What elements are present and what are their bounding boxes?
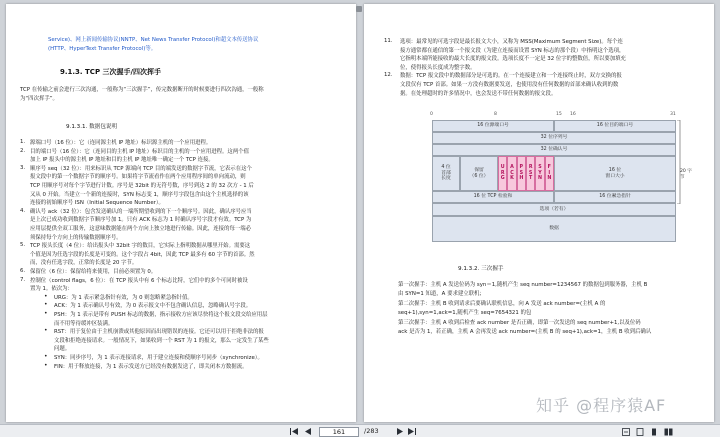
- source-port-cell: 16 位源端口号: [432, 120, 554, 132]
- reserved-cell: [460, 156, 498, 191]
- page-number-input[interactable]: [319, 427, 359, 437]
- flag-text: PSH：为 1 表示是带有 PUSH 标志的数据，指示接收方应该尽快将这个报文段交给应用层: [54, 312, 268, 318]
- window-size-cell: [554, 156, 676, 191]
- list-item-text: 源端口号（16 位）：它（连同源主机 IP 地址）标识源主机的一个应用进程。: [30, 140, 212, 146]
- flag-text: FIN：用于释放连接，为 1 表示发送方已经没有数据发送了，即关闭本方数据流。: [54, 363, 248, 370]
- flag-text: SYN：同步序号，为 1 表示连接请求，用于建立连接和使顺序号同步（synchronize）。: [54, 355, 263, 361]
- list-number: 12.: [384, 72, 393, 79]
- subsection-heading: 9.1.3.1. 数据包说明: [66, 124, 118, 130]
- intro-line-2: (HTTP、HyperText Transfer Protocol)等。: [48, 46, 157, 52]
- flag-letter: N: [547, 176, 552, 182]
- flag-cell: [498, 156, 507, 191]
- para-line-1: TCP 在传输之前会进行三次沟通，一般称为“三次握手”，传完数据断开的时候要进行四次沟通，一般称: [20, 87, 264, 93]
- flag-letter: S: [519, 170, 524, 176]
- data-cell: 数据: [432, 216, 676, 242]
- bullet-icon: •: [44, 301, 48, 309]
- list-item-text: 保留位（6 位）：保留给将来使用，目前必须置为 0。: [30, 269, 157, 275]
- list-number: 6.: [20, 268, 26, 274]
- list-item-text: 连接的初始顺序号 ISN（Initial Sequence Number）。: [30, 200, 164, 207]
- handshake-text: 第三次握手：主机 A 收到后检查 ack number 是否正确，即第一次发送的 seq number+1,以及位码: [398, 320, 641, 327]
- list-item-text: 选项：最常见的可选字段是最长报文大小，又称为 MSS(Maximum Segment Size)。每个连: [400, 39, 623, 45]
- single-page-icon[interactable]: [649, 427, 659, 436]
- handshake-text: 第一次握手：主机 A 发送位码为 syn＝1,随机产生 seq number=1234567 的数据包到服务器，主机 B: [398, 282, 648, 288]
- two-page-icon[interactable]: [663, 427, 673, 436]
- handshake-text: seq+1),syn=1,ack=1,随机产生 seq=7654321 的包: [398, 309, 532, 316]
- reserved-line-2: （6 位）: [469, 173, 489, 179]
- sequence-number-cell: 32 位序列号: [432, 132, 676, 144]
- bullet-icon: •: [44, 292, 48, 300]
- flag-text: 文段和拒绝连接请求。一般情况下，如果收到一个 RST 为 1 的报文，那么一定发生了某些: [54, 337, 269, 344]
- destination-port-cell: 16 位目的端口号: [554, 120, 676, 132]
- list-item-text: 顺序号 seq（32 位）：用来标识从 TCP 源端向 TCP 目的端发送的数据字节流，它表示在这个: [30, 165, 252, 172]
- reserved-line-1: 保留: [474, 167, 484, 173]
- flag-text: RST：用于复位由于主机崩溃或其他原因而出现错误的连接。它还可以用于拒绝非法的报: [54, 329, 264, 336]
- ack-number-cell: 32 位确认号: [432, 144, 676, 156]
- tick-0: 0: [430, 112, 433, 117]
- flag-letter: A: [510, 164, 514, 170]
- flag-letter: R: [500, 170, 505, 176]
- bullet-icon: •: [44, 353, 48, 360]
- flag-text: URG：为 1 表示紧急指针有效，为 0 则忽略紧急指针值。: [54, 294, 193, 301]
- list-item-text: 据。在处理超时的许多情况中，也会发送不带任何数据的报文段。: [400, 90, 557, 97]
- list-number: 3.: [20, 164, 26, 171]
- flag-cell: [517, 156, 526, 191]
- pdf-page-right: [364, 4, 714, 422]
- tcp-header-diagram: [432, 112, 696, 246]
- list-item-text: 又从 0 开始。当建立一个新的连接时，SYN 标志变 1，顺序号字段包含由这个主机选择的该: [30, 191, 249, 198]
- header-length-cell: [432, 156, 460, 191]
- flag-letter: S: [538, 164, 542, 170]
- list-item-text: 接方通常都在通信的第一个报文段（为建立连接而设置 SYN 标志的那个段）中指明这个选项，: [400, 47, 625, 54]
- flag-letter: U: [500, 164, 505, 170]
- tick-8: 8: [494, 112, 497, 117]
- flag-letter: K: [510, 176, 514, 182]
- list-item-text: TCP 报头长度（4 位）：给出报头中 32bit 字的数目，它实际上指明数据从哪里开始。需要这: [30, 243, 251, 250]
- para-line-2: 为“四次挥手”。: [20, 96, 58, 102]
- list-item-text: 是上次已成功收到数据字节顺序号加 1。只有 ACK 标志为 1 时确认序号字段才有效。TCP 为: [30, 217, 252, 224]
- intro-line-1: Service)、网上新闻传输协议(NNTP、Net News Transfer Protocol)和超文本传送协议: [48, 37, 259, 43]
- section-heading: 9.1.3. TCP 三次握手/四次挥手: [60, 68, 162, 76]
- flag-letter: R: [528, 164, 533, 170]
- list-item-text: 个值是因为任选字段的长度是可变的。这个字段占 4bit，因此 TCP 最多有 60 字节的首部。然: [30, 251, 255, 258]
- list-item-text: TCP 用顺序号对每个字节进行计数。序号是 32bit 的无符号数，序号到达 2 的 32 次方 - 1 后: [30, 183, 254, 189]
- flag-letter: H: [519, 176, 524, 182]
- fit-page-icon[interactable]: [635, 427, 645, 436]
- list-item-text: 控制位（control flags，6 位）：在 TCP 报头中有 6 个标志比特，它们中的多个可同时被设: [30, 277, 248, 284]
- handshake-subsection: 9.1.3.2. 三次握手: [458, 266, 504, 272]
- list-item-text: 应用层提供全双工服务，这意味数据能在两个方向上独立地进行传输。因此，连接的每一端必: [30, 226, 252, 232]
- flag-cell: [526, 156, 535, 191]
- list-item-text: 加上 IP 报头中的源主机 IP 地址和目的主机 IP 地址唯一确定一个 TCP 连接。: [30, 157, 214, 164]
- flag-text: ACK：为 1 表示确认号有效，为 0 表示报文中不包含确认信息，忽略确认号字段。: [54, 303, 252, 310]
- fit-width-icon[interactable]: [621, 427, 631, 436]
- flag-letter: T: [529, 176, 533, 182]
- list-item-text: 须保持每个方向上的传输数据顺序号。: [30, 234, 122, 241]
- header-length-line-3: 长度: [441, 176, 451, 182]
- list-number: 1.: [20, 139, 26, 145]
- next-page-icon[interactable]: [395, 427, 405, 436]
- window-line-2: 窗口大小: [605, 173, 625, 179]
- list-item-text: 报文段中的第一个数据字节的顺序号。如果将字节流看作在两个应用程序间的单向流动，则: [30, 174, 246, 181]
- options-cell: 选项（若有）: [432, 203, 676, 216]
- list-number: 7.: [20, 276, 26, 283]
- list-number: 11.: [384, 38, 393, 44]
- list-item-text: 它指明本端所能接收的最大长度的报文段。选项长度不一定是 32 位字的整数倍，所以要加填充: [400, 56, 626, 63]
- urgent-pointer-cell: 16 位紧急指针: [554, 191, 676, 203]
- list-item-text: 文段仅有 TCP 首部。如果一方没有数据要发送，也使用没有任何数据的首部来确认收到的数: [400, 82, 619, 88]
- pdf-page-left: [6, 4, 356, 422]
- tick-15: 15: [556, 112, 562, 117]
- list-number: 5.: [20, 242, 26, 249]
- flag-letter: S: [528, 170, 533, 176]
- flag-cell: [535, 156, 544, 191]
- flag-cell: [507, 156, 516, 191]
- list-item-text: 目的端口号（16 位）：它（连同目的主机 IP 地址）标识目的主机的一个应用进程。这两个值: [30, 148, 249, 155]
- flag-cell: [545, 156, 554, 191]
- header-length-line-1: 4 位: [441, 164, 451, 170]
- window-line-1: 16 位: [608, 167, 622, 173]
- brace-icon: [676, 120, 682, 204]
- flag-letter: C: [510, 170, 514, 176]
- list-item-text: 置为 1。依次为：: [30, 286, 73, 293]
- list-item-text: 确认号 ack（32 位）：包含发送确认的一端所期望收到的下一个顺序号。因此，确认序号应当: [30, 208, 252, 215]
- flag-text: 问题。: [54, 346, 71, 353]
- flag-letter: G: [500, 176, 505, 182]
- list-number: 4.: [20, 207, 26, 214]
- bullet-icon: •: [44, 361, 48, 369]
- bullet-icon: •: [44, 327, 48, 335]
- handshake-text: 由 SYN=1 知道，A 要求建立联机；: [398, 290, 485, 297]
- flag-letter: N: [537, 176, 542, 182]
- tick-16: 16: [570, 112, 576, 117]
- header-length-line-2: 首部: [441, 170, 451, 176]
- watermark: 知乎 @程序猿AF: [536, 396, 667, 415]
- list-item-text: 数据：TCP 报文段中的数据部分是可选的。在一个连接建立和一个连接终止时，双方交换的报: [400, 73, 622, 80]
- scroll-handle[interactable]: [356, 6, 362, 12]
- total-pages-label: /283: [364, 427, 379, 435]
- checksum-cell: 16 位 TCP 检验和: [432, 191, 554, 203]
- flag-letter: I: [548, 170, 551, 176]
- flag-letter: P: [519, 164, 524, 170]
- twenty-bytes-label: 20 字节: [680, 169, 692, 180]
- viewer-toolbar: [0, 424, 720, 437]
- handshake-text: 第二次握手：主机 B 收到请求后要确认联机信息，向 A 发送 ack number=(主机 A 的: [398, 301, 606, 308]
- first-page-icon[interactable]: [289, 427, 299, 436]
- flag-text: 而不用等待缓冲区装满。: [54, 320, 114, 327]
- list-item-text: 位，使得报头长度成为整字数。: [400, 64, 476, 71]
- tick-31: 31: [670, 112, 676, 117]
- flag-letter: Y: [538, 170, 542, 176]
- list-item-text: 而，没有任选字段，正常的长度是 20 字节。: [30, 260, 138, 267]
- flag-letter: F: [547, 164, 551, 170]
- handshake-text: ack 是否为 1，若正确，主机 A 会再发送 ack number=(主机 B 的 seq+1),ack=1，主机 B 收到后确认: [398, 329, 652, 335]
- last-page-icon[interactable]: [407, 427, 417, 436]
- list-number: 2.: [20, 147, 26, 154]
- bullet-icon: •: [44, 310, 48, 317]
- prev-page-icon[interactable]: [302, 427, 312, 436]
